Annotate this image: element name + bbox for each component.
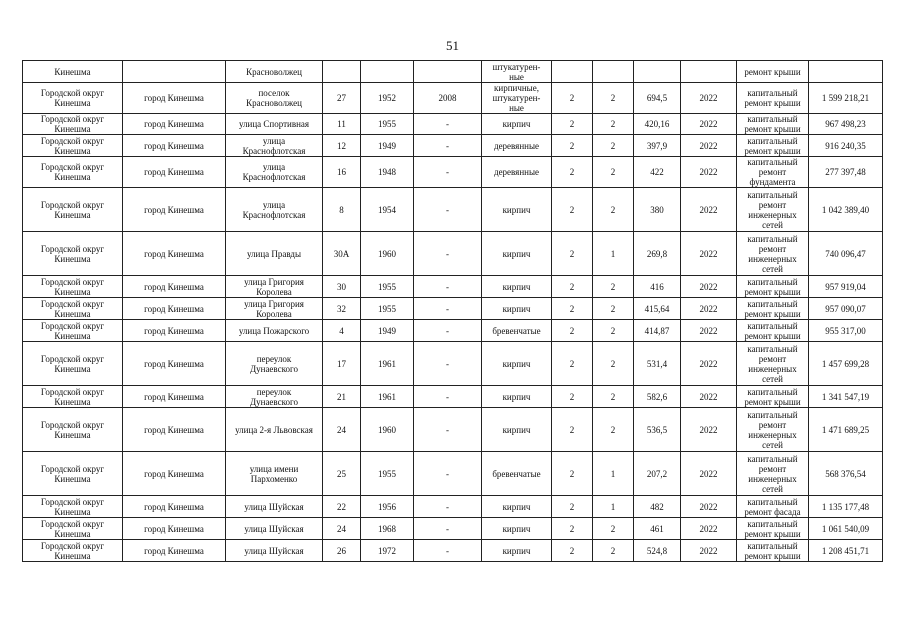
built-year-cell: 1961 xyxy=(361,342,414,386)
built-year-cell: 1949 xyxy=(361,320,414,342)
street-cell: Красноволжец xyxy=(226,61,323,83)
cost-cell: 1 341 547,19 xyxy=(809,386,883,408)
wall-material-cell: бревенчатые xyxy=(482,452,552,496)
house-number-cell: 8 xyxy=(323,188,361,232)
wall-material-cell: бревенчатые xyxy=(482,320,552,342)
work-type-cell: капитальный ремонт крыши xyxy=(737,320,809,342)
municipality-cell: Городской округ Кинешма xyxy=(23,320,123,342)
entrances-cell: 2 xyxy=(593,298,634,320)
plan-year-cell: 2022 xyxy=(681,408,737,452)
floors-cell: 2 xyxy=(552,157,593,188)
entrances-cell: 2 xyxy=(593,83,634,114)
house-number-cell: 26 xyxy=(323,540,361,562)
area-cell: 416 xyxy=(634,276,681,298)
area-cell xyxy=(634,61,681,83)
municipality-cell: Городской округ Кинешма xyxy=(23,157,123,188)
renovation-year-cell: - xyxy=(414,386,482,408)
floors-cell: 2 xyxy=(552,276,593,298)
settlement-cell: город Кинешма xyxy=(123,320,226,342)
plan-year-cell: 2022 xyxy=(681,540,737,562)
entrances-cell: 1 xyxy=(593,452,634,496)
settlement-cell: город Кинешма xyxy=(123,386,226,408)
work-type-cell: капитальный ремонт крыши xyxy=(737,540,809,562)
house-number-cell: 16 xyxy=(323,157,361,188)
plan-year-cell: 2022 xyxy=(681,298,737,320)
wall-material-cell: кирпич xyxy=(482,496,552,518)
cost-cell: 1 471 689,25 xyxy=(809,408,883,452)
table-row xyxy=(23,452,883,496)
wall-material-cell: деревянные xyxy=(482,135,552,157)
plan-year-cell: 2022 xyxy=(681,276,737,298)
settlement-cell: город Кинешма xyxy=(123,232,226,276)
municipality-cell: Кинешма xyxy=(23,61,123,83)
table-row xyxy=(23,386,883,408)
renovation-year-cell: - xyxy=(414,320,482,342)
house-number-cell xyxy=(323,61,361,83)
built-year-cell: 1956 xyxy=(361,496,414,518)
house-number-cell: 25 xyxy=(323,452,361,496)
area-cell: 694,5 xyxy=(634,83,681,114)
cost-cell: 568 376,54 xyxy=(809,452,883,496)
street-cell: улица Пожарского xyxy=(226,320,323,342)
settlement-cell: город Кинешма xyxy=(123,518,226,540)
renovation-year-cell: - xyxy=(414,135,482,157)
settlement-cell: город Кинешма xyxy=(123,496,226,518)
cost-cell: 967 498,23 xyxy=(809,114,883,135)
wall-material-cell: кирпич xyxy=(482,342,552,386)
settlement-cell: город Кинешма xyxy=(123,188,226,232)
plan-year-cell: 2022 xyxy=(681,452,737,496)
table-row xyxy=(23,342,883,386)
housing-repair-table xyxy=(22,60,883,562)
municipality-cell: Городской округ Кинешма xyxy=(23,298,123,320)
work-type-cell: капитальный ремонт крыши xyxy=(737,298,809,320)
settlement-cell: город Кинешма xyxy=(123,157,226,188)
entrances-cell: 2 xyxy=(593,276,634,298)
wall-material-cell: кирпич xyxy=(482,298,552,320)
table-body xyxy=(23,61,883,562)
municipality-cell: Городской округ Кинешма xyxy=(23,496,123,518)
table-row xyxy=(23,232,883,276)
work-type-cell: ремонт крыши xyxy=(737,61,809,83)
municipality-cell: Городской округ Кинешма xyxy=(23,540,123,562)
area-cell: 524,8 xyxy=(634,540,681,562)
settlement-cell: город Кинешма xyxy=(123,114,226,135)
built-year-cell: 1960 xyxy=(361,232,414,276)
street-cell: улица 2-я Львовская xyxy=(226,408,323,452)
street-cell: улица Краснофлотская xyxy=(226,157,323,188)
municipality-cell: Городской округ Кинешма xyxy=(23,386,123,408)
street-cell: улица Григория Королева xyxy=(226,276,323,298)
renovation-year-cell: - xyxy=(414,188,482,232)
wall-material-cell: кирпич xyxy=(482,276,552,298)
floors-cell: 2 xyxy=(552,114,593,135)
floors-cell: 2 xyxy=(552,135,593,157)
area-cell: 461 xyxy=(634,518,681,540)
house-number-cell: 21 xyxy=(323,386,361,408)
wall-material-cell: кирпич xyxy=(482,518,552,540)
floors-cell: 2 xyxy=(552,188,593,232)
work-type-cell: капитальный ремонт инженерных сетей xyxy=(737,408,809,452)
house-number-cell: 22 xyxy=(323,496,361,518)
wall-material-cell: деревянные xyxy=(482,157,552,188)
built-year-cell: 1961 xyxy=(361,386,414,408)
built-year-cell: 1955 xyxy=(361,298,414,320)
entrances-cell: 1 xyxy=(593,232,634,276)
area-cell: 482 xyxy=(634,496,681,518)
house-number-cell: 4 xyxy=(323,320,361,342)
house-number-cell: 30 xyxy=(323,276,361,298)
floors-cell: 2 xyxy=(552,342,593,386)
street-cell: улица Шуйская xyxy=(226,540,323,562)
municipality-cell: Городской округ Кинешма xyxy=(23,83,123,114)
house-number-cell: 30А xyxy=(323,232,361,276)
area-cell: 420,16 xyxy=(634,114,681,135)
plan-year-cell: 2022 xyxy=(681,386,737,408)
area-cell: 582,6 xyxy=(634,386,681,408)
area-cell: 397,9 xyxy=(634,135,681,157)
built-year-cell: 1949 xyxy=(361,135,414,157)
area-cell: 269,8 xyxy=(634,232,681,276)
municipality-cell: Городской округ Кинешма xyxy=(23,518,123,540)
plan-year-cell: 2022 xyxy=(681,83,737,114)
renovation-year-cell: 2008 xyxy=(414,83,482,114)
street-cell: поселок Красноволжец xyxy=(226,83,323,114)
street-cell: улица Григория Королева xyxy=(226,298,323,320)
street-cell: переулок Дунаевского xyxy=(226,342,323,386)
street-cell: улица Шуйская xyxy=(226,518,323,540)
renovation-year-cell: - xyxy=(414,496,482,518)
cost-cell: 1 599 218,21 xyxy=(809,83,883,114)
built-year-cell: 1954 xyxy=(361,188,414,232)
cost-cell: 1 457 699,28 xyxy=(809,342,883,386)
work-type-cell: капитальный ремонт крыши xyxy=(737,83,809,114)
area-cell: 415,64 xyxy=(634,298,681,320)
table-row xyxy=(23,496,883,518)
work-type-cell: капитальный ремонт фундамента xyxy=(737,157,809,188)
street-cell: улица Краснофлотская xyxy=(226,188,323,232)
house-number-cell: 24 xyxy=(323,408,361,452)
plan-year-cell: 2022 xyxy=(681,157,737,188)
street-cell: улица Спортивная xyxy=(226,114,323,135)
settlement-cell: город Кинешма xyxy=(123,408,226,452)
table-row xyxy=(23,276,883,298)
entrances-cell: 2 xyxy=(593,188,634,232)
wall-material-cell: кирпичные, штукатурен- ные xyxy=(482,83,552,114)
settlement-cell: город Кинешма xyxy=(123,452,226,496)
table-row xyxy=(23,157,883,188)
renovation-year-cell: - xyxy=(414,452,482,496)
area-cell: 422 xyxy=(634,157,681,188)
table-row xyxy=(23,135,883,157)
floors-cell: 2 xyxy=(552,232,593,276)
house-number-cell: 24 xyxy=(323,518,361,540)
renovation-year-cell: - xyxy=(414,276,482,298)
renovation-year-cell: - xyxy=(414,408,482,452)
house-number-cell: 11 xyxy=(323,114,361,135)
table-row xyxy=(23,83,883,114)
settlement-cell: город Кинешма xyxy=(123,276,226,298)
settlement-cell: город Кинешма xyxy=(123,298,226,320)
table-row xyxy=(23,298,883,320)
house-number-cell: 12 xyxy=(323,135,361,157)
cost-cell: 955 317,00 xyxy=(809,320,883,342)
entrances-cell: 2 xyxy=(593,518,634,540)
work-type-cell: капитальный ремонт крыши xyxy=(737,386,809,408)
area-cell: 207,2 xyxy=(634,452,681,496)
floors-cell: 2 xyxy=(552,452,593,496)
wall-material-cell: кирпич xyxy=(482,188,552,232)
work-type-cell: капитальный ремонт инженерных сетей xyxy=(737,232,809,276)
cost-cell: 1 135 177,48 xyxy=(809,496,883,518)
renovation-year-cell: - xyxy=(414,518,482,540)
built-year-cell: 1960 xyxy=(361,408,414,452)
entrances-cell: 2 xyxy=(593,408,634,452)
table-row xyxy=(23,188,883,232)
built-year-cell xyxy=(361,61,414,83)
floors-cell: 2 xyxy=(552,496,593,518)
wall-material-cell: кирпич xyxy=(482,408,552,452)
entrances-cell: 2 xyxy=(593,386,634,408)
entrances-cell: 2 xyxy=(593,320,634,342)
floors-cell: 2 xyxy=(552,83,593,114)
wall-material-cell: штукатурен- ные xyxy=(482,61,552,83)
work-type-cell: капитальный ремонт инженерных сетей xyxy=(737,188,809,232)
area-cell: 414,87 xyxy=(634,320,681,342)
floors-cell: 2 xyxy=(552,540,593,562)
table-row xyxy=(23,320,883,342)
municipality-cell: Городской округ Кинешма xyxy=(23,408,123,452)
page-number: 51 xyxy=(446,38,459,53)
street-cell: улица Шуйская xyxy=(226,496,323,518)
cost-cell: 1 208 451,71 xyxy=(809,540,883,562)
table-row xyxy=(23,61,883,83)
entrances-cell: 2 xyxy=(593,135,634,157)
renovation-year-cell xyxy=(414,61,482,83)
built-year-cell: 1972 xyxy=(361,540,414,562)
plan-year-cell: 2022 xyxy=(681,114,737,135)
built-year-cell: 1955 xyxy=(361,276,414,298)
work-type-cell: капитальный ремонт крыши xyxy=(737,276,809,298)
renovation-year-cell: - xyxy=(414,157,482,188)
plan-year-cell: 2022 xyxy=(681,232,737,276)
table-row xyxy=(23,408,883,452)
entrances-cell: 1 xyxy=(593,496,634,518)
renovation-year-cell: - xyxy=(414,540,482,562)
floors-cell: 2 xyxy=(552,298,593,320)
built-year-cell: 1968 xyxy=(361,518,414,540)
settlement-cell: город Кинешма xyxy=(123,83,226,114)
house-number-cell: 17 xyxy=(323,342,361,386)
house-number-cell: 27 xyxy=(323,83,361,114)
floors-cell: 2 xyxy=(552,386,593,408)
table-row xyxy=(23,540,883,562)
built-year-cell: 1952 xyxy=(361,83,414,114)
municipality-cell: Городской округ Кинешма xyxy=(23,135,123,157)
plan-year-cell: 2022 xyxy=(681,320,737,342)
built-year-cell: 1955 xyxy=(361,452,414,496)
municipality-cell: Городской округ Кинешма xyxy=(23,276,123,298)
plan-year-cell: 2022 xyxy=(681,496,737,518)
street-cell: улица Правды xyxy=(226,232,323,276)
settlement-cell xyxy=(123,61,226,83)
renovation-year-cell: - xyxy=(414,232,482,276)
area-cell: 380 xyxy=(634,188,681,232)
floors-cell: 2 xyxy=(552,320,593,342)
street-cell: переулок Дунаевского xyxy=(226,386,323,408)
work-type-cell: капитальный ремонт фасада xyxy=(737,496,809,518)
municipality-cell: Городской округ Кинешма xyxy=(23,452,123,496)
built-year-cell: 1955 xyxy=(361,114,414,135)
cost-cell: 1 042 389,40 xyxy=(809,188,883,232)
table-row xyxy=(23,518,883,540)
municipality-cell: Городской округ Кинешма xyxy=(23,342,123,386)
cost-cell: 740 096,47 xyxy=(809,232,883,276)
floors-cell xyxy=(552,61,593,83)
wall-material-cell: кирпич xyxy=(482,386,552,408)
table-row xyxy=(23,114,883,135)
cost-cell xyxy=(809,61,883,83)
renovation-year-cell: - xyxy=(414,298,482,320)
street-cell: улица Краснофлотская xyxy=(226,135,323,157)
work-type-cell: капитальный ремонт крыши xyxy=(737,114,809,135)
renovation-year-cell: - xyxy=(414,342,482,386)
municipality-cell: Городской округ Кинешма xyxy=(23,188,123,232)
floors-cell: 2 xyxy=(552,408,593,452)
plan-year-cell: 2022 xyxy=(681,518,737,540)
house-number-cell: 32 xyxy=(323,298,361,320)
municipality-cell: Городской округ Кинешма xyxy=(23,114,123,135)
municipality-cell: Городской округ Кинешма xyxy=(23,232,123,276)
work-type-cell: капитальный ремонт крыши xyxy=(737,518,809,540)
cost-cell: 1 061 540,09 xyxy=(809,518,883,540)
plan-year-cell: 2022 xyxy=(681,342,737,386)
settlement-cell: город Кинешма xyxy=(123,540,226,562)
cost-cell: 957 919,04 xyxy=(809,276,883,298)
cost-cell: 277 397,48 xyxy=(809,157,883,188)
renovation-year-cell: - xyxy=(414,114,482,135)
entrances-cell: 2 xyxy=(593,540,634,562)
entrances-cell: 2 xyxy=(593,342,634,386)
plan-year-cell: 2022 xyxy=(681,188,737,232)
floors-cell: 2 xyxy=(552,518,593,540)
wall-material-cell: кирпич xyxy=(482,114,552,135)
entrances-cell xyxy=(593,61,634,83)
settlement-cell: город Кинешма xyxy=(123,342,226,386)
wall-material-cell: кирпич xyxy=(482,232,552,276)
work-type-cell: капитальный ремонт инженерных сетей xyxy=(737,342,809,386)
area-cell: 531,4 xyxy=(634,342,681,386)
built-year-cell: 1948 xyxy=(361,157,414,188)
plan-year-cell xyxy=(681,61,737,83)
wall-material-cell: кирпич xyxy=(482,540,552,562)
settlement-cell: город Кинешма xyxy=(123,135,226,157)
street-cell: улица имени Пархоменко xyxy=(226,452,323,496)
plan-year-cell: 2022 xyxy=(681,135,737,157)
area-cell: 536,5 xyxy=(634,408,681,452)
work-type-cell: капитальный ремонт инженерных сетей xyxy=(737,452,809,496)
cost-cell: 916 240,35 xyxy=(809,135,883,157)
cost-cell: 957 090,07 xyxy=(809,298,883,320)
entrances-cell: 2 xyxy=(593,114,634,135)
entrances-cell: 2 xyxy=(593,157,634,188)
work-type-cell: капитальный ремонт крыши xyxy=(737,135,809,157)
